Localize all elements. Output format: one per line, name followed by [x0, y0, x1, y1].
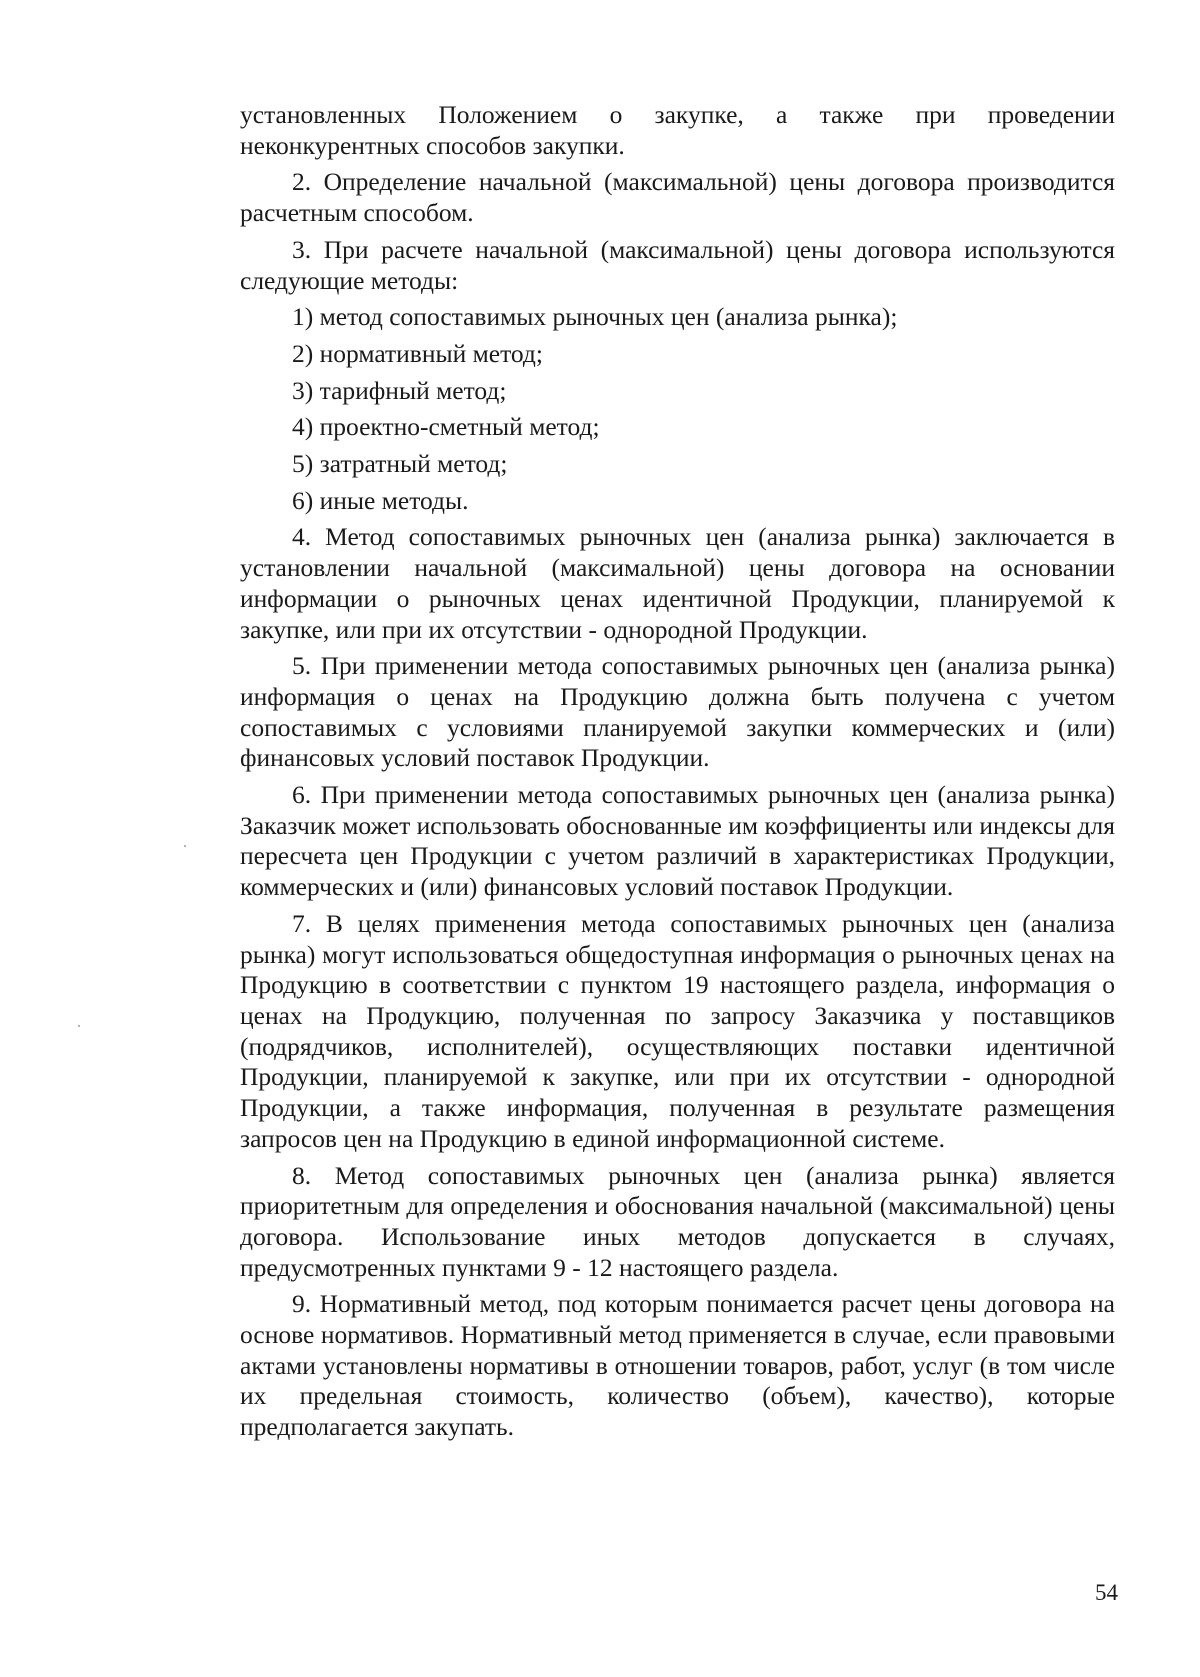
paragraph-3: 3. При расчете начальной (максимальной) цены договора используются следующие методы: — [240, 234, 1115, 295]
paragraph-continuation: установленных Положением о закупке, а также при проведении неконкурентных способов закупки. — [240, 100, 1115, 160]
document-body — [240, 100, 1115, 1449]
list-item-2: 2) нормативный метод; — [292, 338, 543, 368]
paragraph-2: 2. Определение начальной (максимальной) цены договора производится расчетным способом. — [240, 167, 1115, 228]
scan-speck — [78, 1025, 80, 1027]
scan-speck — [184, 845, 186, 847]
list-item-1: 1) метод сопоставимых рыночных цен (анализа рынка); — [292, 302, 898, 332]
paragraph-6: 6. При применении метода сопоставимых рыночных цен (анализа рынка) Заказчик может использовать обоснованные им коэффициенты или индексы для пересчета цен Продукции с учетом различий в характеристиках Продукции, коммерческих и (или) финансовых условий поставок Продукции. — [240, 780, 1115, 902]
list-item-4: 4) проектно-сметный метод; — [292, 412, 600, 442]
paragraph-5: 5. При применении метода сопоставимых рыночных цен (анализа рынка) информация о ценах на Продукцию должна быть получена с учетом сопоставимых с условиями планируемой закупки коммерческих и (или) финансовых условий поставок Продукции. — [240, 651, 1115, 773]
paragraph-4: 4. Метод сопоставимых рыночных цен (анализа рынка) заключается в установлении начальной (максимальной) цены договора на основании информации о рыночных ценах идентичной Продукции, планируемой к закупке, или при их отсутствии - однородной Продукции. — [240, 522, 1115, 644]
list-item-5: 5) затратный метод; — [292, 449, 508, 479]
paragraph-8: 8. Метод сопоставимых рыночных цен (анализа рынка) является приоритетным для определения и обоснования начальной (максимальной) цены договора. Использование иных методов допускается в случаях, предусмотренных пунктами 9 - 12 настоящего раздела. — [240, 1160, 1115, 1282]
paragraph-9: 9. Нормативный метод, под которым понимается расчет цены договора на основе нормативов. Нормативный метод применяется в случае, если правовыми актами установлены нормативы в отношении товаров, работ, услуг (в том числе их предельная стоимость, количество (объем), качество), которые предполагается закупать. — [240, 1289, 1115, 1442]
paragraph-7: 7. В целях применения метода сопоставимых рыночных цен (анализа рынка) могут использоваться общедоступная информация о рыночных ценах на Продукцию в соответствии с пунктом 19 настоящего раздела, информация о ценах на Продукцию, полученная по запросу Заказчика у поставщиков (подрядчиков, исполнителей), осуществляющих поставки идентичной Продукции, планируемой к закупке, или при их отсутствии - однородной Продукции, а также информация, полученная в результате размещения запросов цен на Продукцию в единой информационной системе. — [240, 908, 1115, 1153]
list-item-6: 6) иные методы. — [292, 485, 469, 515]
list-item-3: 3) тарифный метод; — [292, 375, 507, 405]
page-number: 54 — [1095, 1580, 1118, 1605]
